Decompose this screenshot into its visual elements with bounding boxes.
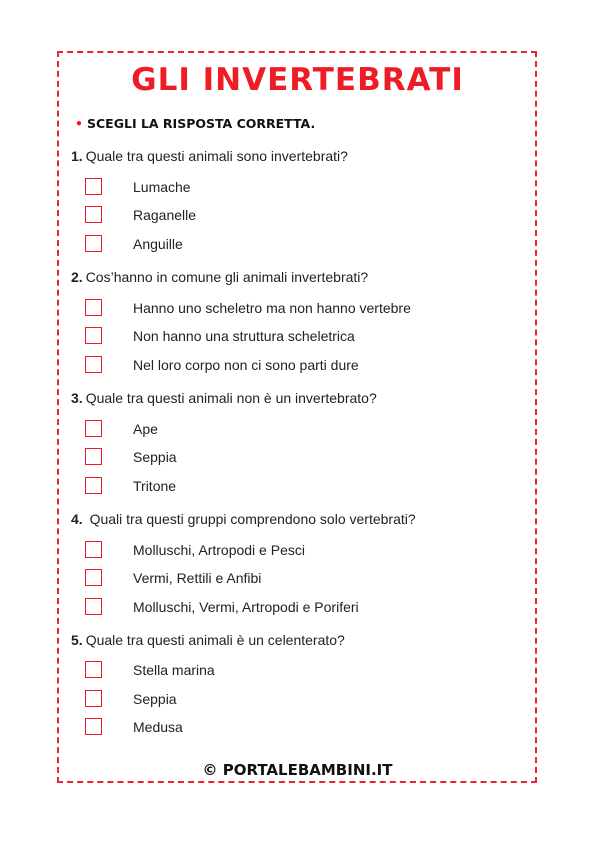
instruction-bullet: • [75, 116, 83, 131]
option-label: Ape [133, 421, 158, 437]
option-label: Stella marina [133, 662, 215, 678]
question-text: Quali tra questi gruppi comprendono solo vertebrati? [85, 511, 416, 527]
answer-checkbox[interactable] [85, 569, 102, 586]
option-label: Anguille [133, 236, 183, 252]
question-2 [71, 269, 368, 285]
answer-checkbox[interactable] [85, 356, 102, 373]
question-number: 1. [71, 148, 83, 164]
question-1 [71, 148, 348, 164]
option-label: Seppia [133, 449, 177, 465]
answer-checkbox[interactable] [85, 661, 102, 678]
answer-checkbox[interactable] [85, 420, 102, 437]
option-label: Nel loro corpo non ci sono parti dure [133, 357, 359, 373]
option-label: Vermi, Rettili e Anfibi [133, 570, 262, 586]
answer-checkbox[interactable] [85, 690, 102, 707]
question-text: Quale tra questi animali non è un invertebrato? [85, 390, 377, 406]
question-3 [71, 390, 377, 406]
question-text: Quale tra questi animali sono invertebrati? [85, 148, 348, 164]
footer-copyright: © PORTALEBAMBINI.IT [202, 761, 393, 779]
answer-checkbox[interactable] [85, 235, 102, 252]
question-number: 2. [71, 269, 83, 285]
answer-checkbox[interactable] [85, 541, 102, 558]
question-5 [71, 632, 345, 648]
question-text: Cos’hanno in comune gli animali invertebrati? [85, 269, 369, 285]
answer-checkbox[interactable] [85, 718, 102, 735]
question-number: 5. [71, 632, 83, 648]
option-label: Molluschi, Vermi, Artropodi e Poriferi [133, 599, 359, 615]
option-label: Hanno uno scheletro ma non hanno vertebre [133, 300, 411, 316]
option-label: Lumache [133, 179, 191, 195]
option-label: Tritone [133, 478, 177, 494]
instruction-text: SCEGLI LA RISPOSTA CORRETTA. [87, 116, 316, 131]
option-label: Molluschi, Artropodi e Pesci [133, 542, 305, 558]
instruction [75, 116, 315, 131]
question-number: 3. [71, 390, 83, 406]
option-label: Seppia [133, 691, 177, 707]
answer-checkbox[interactable] [85, 477, 102, 494]
answer-checkbox[interactable] [85, 327, 102, 344]
question-text: Quale tra questi animali è un celenterato? [85, 632, 345, 648]
question-4 [71, 511, 416, 527]
option-label: Raganelle [133, 207, 197, 223]
page-title: GLI INVERTEBRATI [131, 62, 464, 98]
answer-checkbox[interactable] [85, 206, 102, 223]
answer-checkbox[interactable] [85, 299, 102, 316]
answer-checkbox[interactable] [85, 448, 102, 465]
option-label: Non hanno una struttura scheletrica [133, 328, 355, 344]
question-number: 4. [71, 511, 83, 527]
answer-checkbox[interactable] [85, 178, 102, 195]
answer-checkbox[interactable] [85, 598, 102, 615]
option-label: Medusa [133, 719, 183, 735]
